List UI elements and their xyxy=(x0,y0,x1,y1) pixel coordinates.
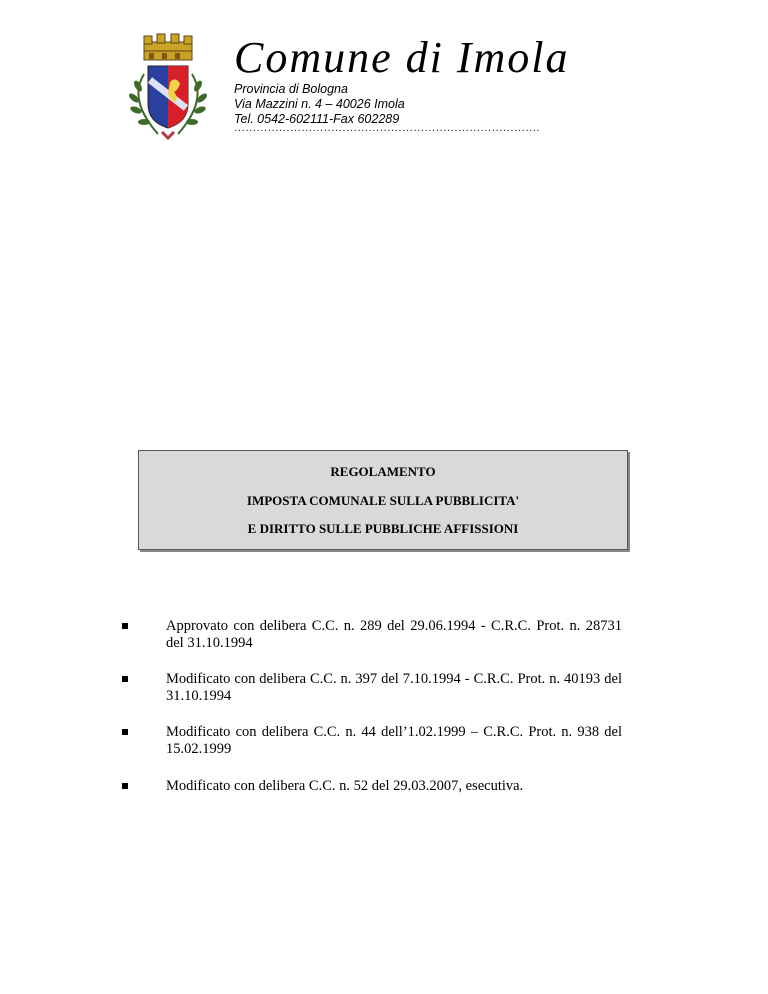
bullet-icon xyxy=(122,623,128,629)
list-item xyxy=(122,778,622,795)
list-item xyxy=(122,671,622,705)
separator: ………………………………………………………………………. xyxy=(234,122,540,134)
bullet-icon xyxy=(122,676,128,682)
list-item xyxy=(122,618,622,652)
crown-icon xyxy=(144,34,192,60)
box-subheading: IMPOSTA COMUNALE SULLA PUBBLICITA' xyxy=(246,493,520,508)
address-block xyxy=(234,82,405,127)
bullet-list xyxy=(122,618,622,795)
address-line: Via Mazzini n. 4 – 40026 Imola xyxy=(234,97,405,111)
box-heading: REGOLAMENTO xyxy=(330,464,436,479)
list-item-text: Modificato con delibera C.C. n. 52 del 29.03.2007, esecutiva. xyxy=(166,778,524,794)
bullet-icon xyxy=(122,729,128,735)
list-item xyxy=(122,724,622,758)
page-title: Comune di Imola xyxy=(234,33,570,82)
list-item-text: Modificato con delibera C.C. n. 44 dell’1.02.1999 – C.R.C. Prot. n. 938 del 15.02.1999 xyxy=(166,724,622,757)
coat-of-arms-icon xyxy=(118,30,218,142)
list-item-text: Approvato con delibera C.C. n. 289 del 29.06.1994 - C.R.C. Prot. n. 28731 del 31.10.1994 xyxy=(166,618,622,651)
bullet-icon xyxy=(122,783,128,789)
box-subheading-2: E DIRITTO SULLE PUBBLICHE AFFISSIONI xyxy=(247,521,519,536)
list-item-text: Modificato con delibera C.C. n. 397 del 7.10.1994 - C.R.C. Prot. n. 40193 del 31.10.1994 xyxy=(166,671,622,704)
address-line: Tel. 0542-602111-Fax 602289 xyxy=(234,112,400,126)
title-box xyxy=(138,450,628,550)
address-line: Provincia di Bologna xyxy=(234,82,348,96)
shield-icon xyxy=(148,66,188,128)
